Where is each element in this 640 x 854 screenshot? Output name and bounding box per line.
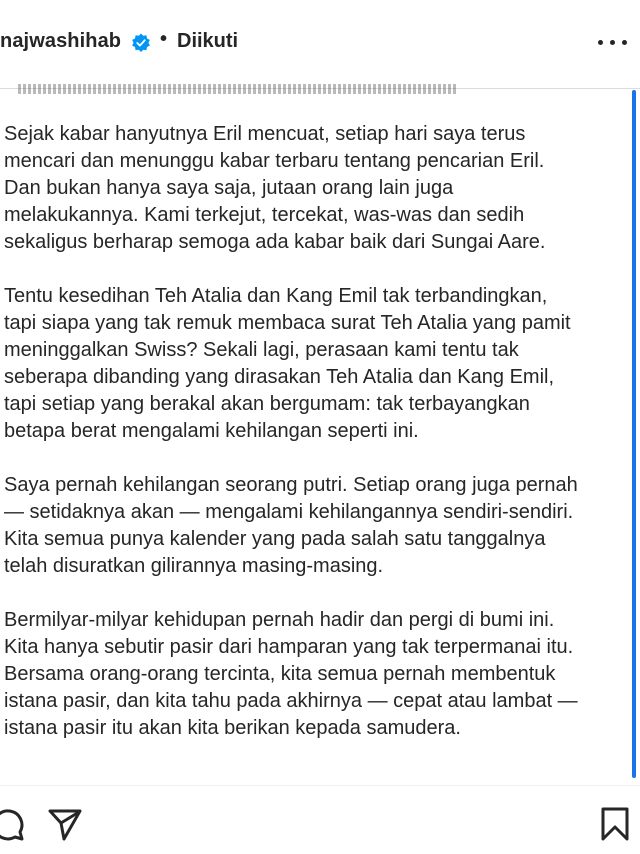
bookmark-icon[interactable] bbox=[600, 806, 630, 842]
post-action-bar bbox=[0, 785, 640, 854]
caption-line: Kita hanya sebutir pasir dari hamparan yang tak terpermanai itu. bbox=[4, 636, 574, 658]
separator-dot: • bbox=[160, 28, 168, 50]
caption-line: betapa berat mengalami kehilangan seperti ini. bbox=[4, 420, 419, 442]
username-link[interactable]: najwashihab bbox=[0, 30, 122, 52]
following-button[interactable]: Diikuti bbox=[177, 30, 239, 52]
more-options-icon[interactable] bbox=[598, 40, 628, 48]
caption-line: Saya pernah kehilangan seorang putri. Setiap orang juga pernah bbox=[4, 474, 578, 496]
caption-line: meninggalkan Swiss? Sekali lagi, perasaan kami tentu tak bbox=[4, 339, 519, 361]
caption-line: Kita semua punya kalender yang pada salah satu tanggalnya bbox=[4, 528, 546, 550]
verified-badge-icon bbox=[131, 33, 151, 53]
caption-line: melakukannya. Kami terkejut, tercekat, was-was dan sedih bbox=[4, 204, 525, 226]
caption-paragraph bbox=[4, 607, 632, 742]
share-icon[interactable] bbox=[47, 806, 83, 842]
caption-line: Bersama orang-orang tercinta, kita semua pernah membentuk bbox=[4, 663, 556, 685]
caption-line: mencari dan menunggu kabar terbaru tentang pencarian Eril. bbox=[4, 150, 545, 172]
comment-icon[interactable] bbox=[0, 806, 26, 842]
caption-line: Bermilyar-milyar kehidupan pernah hadir dan pergi di bumi ini. bbox=[4, 609, 555, 631]
caption-line: Tentu kesedihan Teh Atalia dan Kang Emil tak terbandingkan, bbox=[4, 285, 548, 307]
caption-line: telah disuratkan gilirannya masing-masing. bbox=[4, 555, 384, 577]
caption-line: — setidaknya akan — mengalami kehilangannya sendiri-sendiri. bbox=[4, 501, 574, 523]
caption-line: tapi siapa yang tak remuk membaca surat Teh Atalia yang pamit bbox=[4, 312, 571, 334]
caption-paragraph bbox=[4, 472, 632, 580]
caption-line: tapi setiap yang berakal akan bergumam: tak terbayangkan bbox=[4, 393, 530, 415]
post-caption bbox=[4, 121, 632, 769]
caption-paragraph bbox=[4, 121, 632, 256]
caption-line: Sejak kabar hanyutnya Eril mencuat, setiap hari saya terus bbox=[4, 123, 526, 145]
caption-paragraph bbox=[4, 283, 632, 445]
caption-line: istana pasir itu akan kita berikan kepada samudera. bbox=[4, 717, 461, 739]
caption-line: seberapa dibanding yang dirasakan Teh Atalia dan Kang Emil, bbox=[4, 366, 555, 388]
caption-line: Dan bukan hanya saya saja, jutaan orang lain juga bbox=[4, 177, 454, 199]
scrollbar[interactable] bbox=[632, 90, 636, 778]
clipped-text-line bbox=[6, 76, 526, 94]
caption-line: istana pasir, dan kita tahu pada akhirnya — cepat atau lambat — bbox=[4, 690, 578, 712]
caption-line: sekaligus berharap semoga ada kabar baik dari Sungai Aare. bbox=[4, 231, 546, 253]
